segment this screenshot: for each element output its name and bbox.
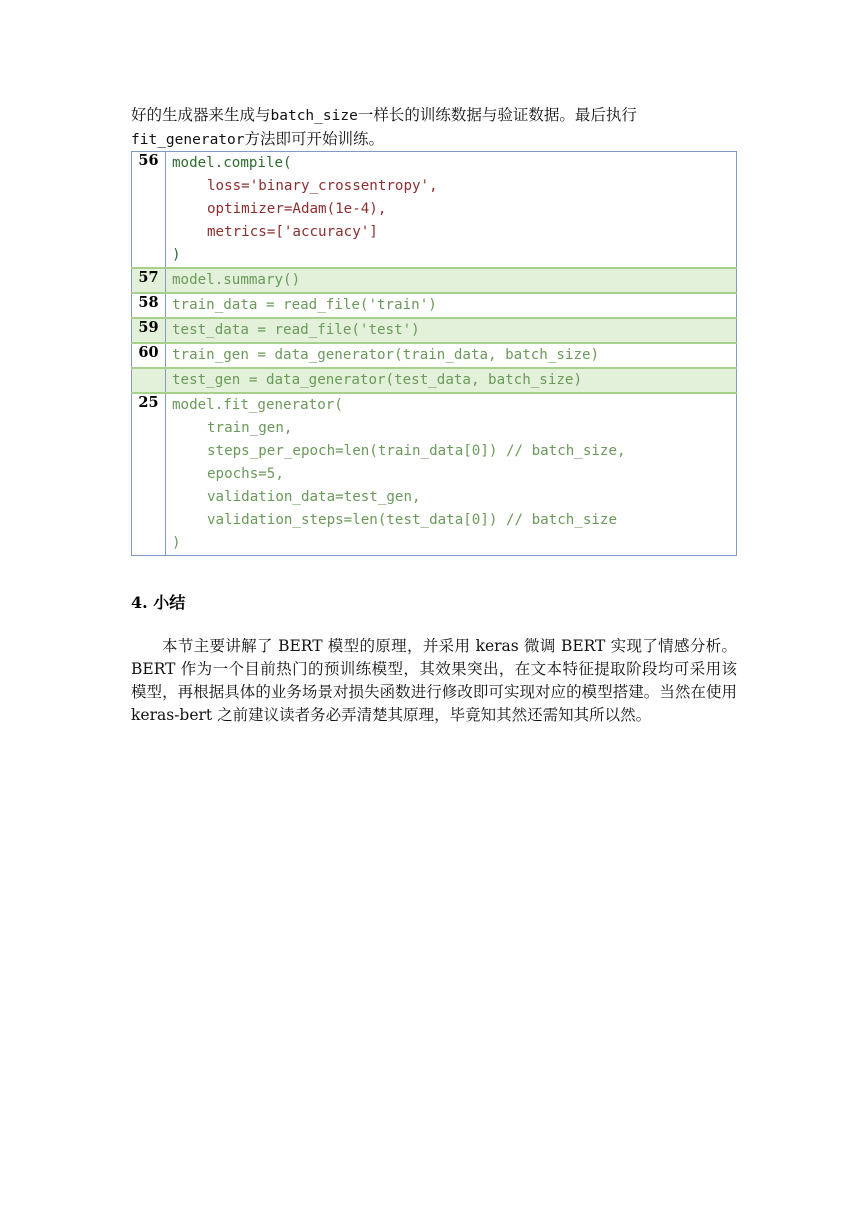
intro-text-1b: 一样长的训练数据与验证数据。最后执行 [357, 106, 637, 124]
code-line: epochs=5, [207, 466, 284, 482]
code-row-60 [132, 343, 737, 368]
code-line: validation_data=test_gen, [207, 489, 421, 505]
code-line: model.summary() [172, 272, 301, 288]
code-line: validation_steps=len(test_data[0]) // batch_size [207, 512, 617, 528]
code-cell [166, 268, 737, 293]
line-number: 58 [132, 293, 166, 318]
code-cell [166, 318, 737, 343]
line-number: 59 [132, 318, 166, 343]
code-line: ) [172, 535, 181, 551]
code-row-58 [132, 293, 737, 318]
code-row-unnumbered [132, 368, 737, 393]
code-line: train_gen = data_generator(train_data, batch_size) [172, 347, 600, 363]
code-cell [166, 393, 737, 556]
code-line: test_data = read_file('test') [172, 322, 420, 338]
intro-text-2b: 方法即可开始训练。 [244, 130, 385, 148]
code-line: steps_per_epoch=len(train_data[0]) // batch_size, [207, 443, 626, 459]
summary-paragraph: 本节主要讲解了 BERT 模型的原理，并采用 keras 微调 BERT 实现了情感分析。BERT 作为一个目前热门的预训练模型，其效果突出，在文本特征提取阶段均可采用该模型，再根据具体的业务场景对损失函数进行修改即可实现对应的模型搭建。当然在使用 keras-bert 之前建议读者务必弄清楚其原理，毕竟知其然还需知其所以然。 [131, 637, 737, 724]
code-cell [166, 343, 737, 368]
code-table [131, 151, 737, 556]
intro-paragraph [131, 104, 737, 152]
code-line: optimizer=Adam(1e-4), [207, 201, 387, 217]
code-row-56 [132, 152, 737, 269]
line-number: 57 [132, 268, 166, 293]
code-row-59 [132, 318, 737, 343]
code-line: loss='binary_crossentropy', [207, 178, 438, 194]
code-line: test_gen = data_generator(test_data, batch_size) [172, 372, 582, 388]
section-heading: 4. 小结 [131, 593, 186, 612]
intro-code-batch-size: batch_size [270, 108, 358, 124]
intro-code-fit-generator: fit_generator [131, 132, 245, 148]
code-line: train_data = read_file('train') [172, 297, 437, 313]
line-number: 25 [132, 393, 166, 556]
code-row-57 [132, 268, 737, 293]
code-line: metrics=['accuracy'] [207, 224, 378, 240]
code-cell [166, 368, 737, 393]
intro-text-1a: 好的生成器来生成与 [131, 106, 271, 124]
code-line: ) [172, 247, 181, 263]
line-number: 56 [132, 152, 166, 269]
line-number [132, 368, 166, 393]
code-line: model.compile( [172, 155, 292, 171]
code-row-25 [132, 393, 737, 556]
code-cell [166, 293, 737, 318]
line-number: 60 [132, 343, 166, 368]
code-cell [166, 152, 737, 269]
code-line: model.fit_generator( [172, 397, 343, 413]
code-line: train_gen, [207, 420, 293, 436]
